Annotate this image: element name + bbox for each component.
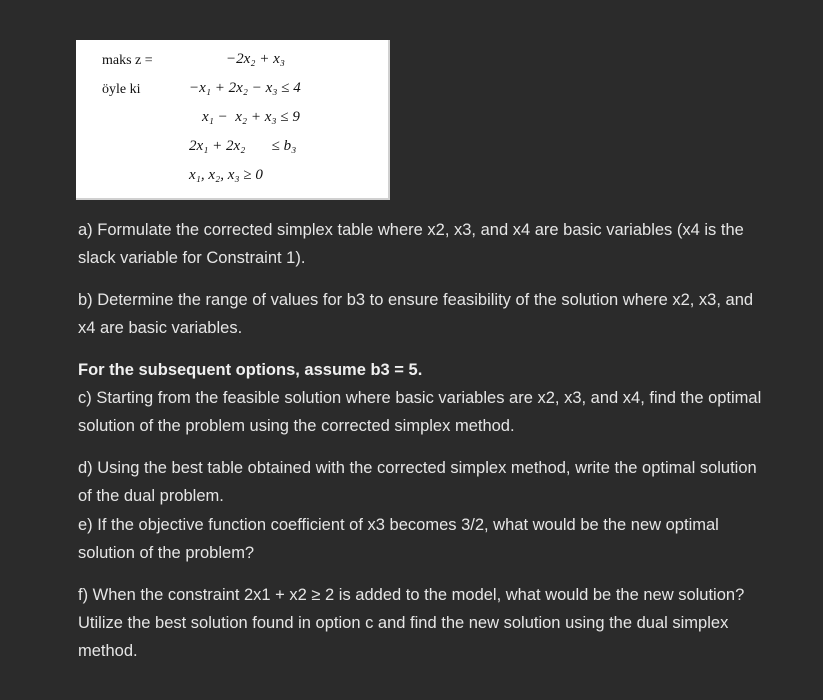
question-f: f) When the constraint 2x1 + x2 ≥ 2 is added to the model, what would be the new solution? Utilize the best solution found in option c and find the new solution using the dual simplex method. [78,586,745,660]
question-d: d) Using the best table obtained with the corrected simplex method, write the optimal solution of the dual problem. [78,459,757,505]
nonnegativity-constraint: x₁, x₂, x₃ ≥ 0 [189,167,263,183]
constraint-1: −x₁ + 2x₂ − x₃ ≤ 4 [189,80,301,96]
question-b: b) Determine the range of values for b3 to ensure feasibility of the solution where x2, x3, and x4 are basic variables. [78,291,754,337]
objective-function: −2x₂ + x₃ [226,51,285,67]
lp-problem-box [76,40,390,200]
question-e: e) If the objective function coefficient of x3 becomes 3/2, what would be the new optimal solution of the problem? [78,516,719,562]
constraint-3: 2x₁ + 2x₂ ≤ b₃ [189,138,297,154]
constraint-2: x₁ − x₂ + x₃ ≤ 9 [202,109,300,125]
question-a: a) Formulate the corrected simplex table where x2, x3, and x4 are basic variables (x4 is the slack variable for Constraint 1). [78,221,744,267]
objective-label: maks z = [102,53,153,68]
question-c: c) Starting from the feasible solution where basic variables are x2, x3, and x4, find the optimal solution of the problem using the corrected simplex method. [78,389,762,435]
subject-to-label: öyle ki [102,82,141,97]
assumption-note: For the subsequent options, assume b3 = 5. [78,361,423,379]
